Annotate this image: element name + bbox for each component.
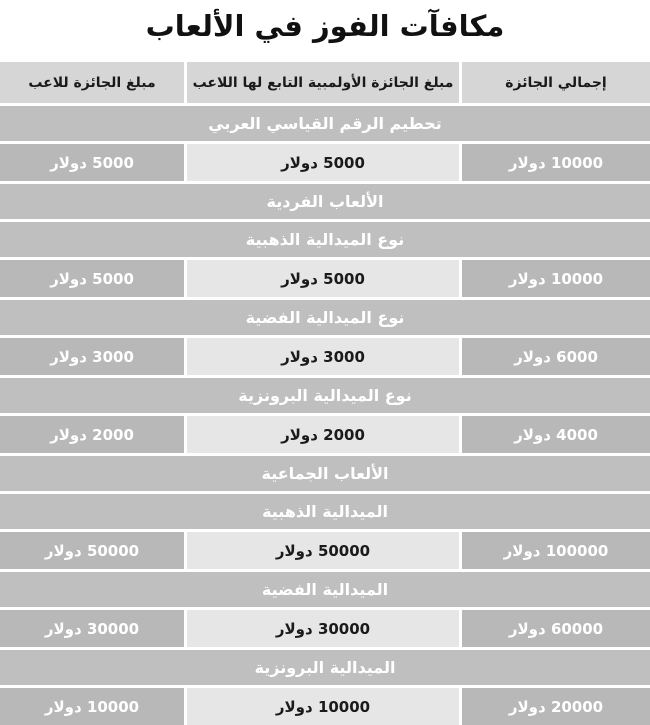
section-row (0, 650, 650, 685)
table-row (0, 532, 650, 569)
table-row (0, 416, 650, 453)
total-prize-cell: 10000 دولار (462, 144, 650, 181)
section-row (0, 456, 650, 491)
section-row (0, 300, 650, 335)
total-prize-cell: 100000 دولار (462, 532, 650, 569)
section-label: نوع الميدالية البرونزية (0, 378, 650, 413)
player-prize-cell: 5000 دولار (0, 260, 184, 297)
section-label: الميدالية البرونزية (0, 650, 650, 685)
olympic-prize-cell: 3000 دولار (187, 338, 459, 375)
table-row (0, 260, 650, 297)
olympic-prize-cell: 50000 دولار (187, 532, 459, 569)
section-label: الألعاب الفردية (0, 184, 650, 219)
table-header-row (0, 62, 650, 103)
total-prize-cell: 6000 دولار (462, 338, 650, 375)
section-label: نوع الميدالية الذهبية (0, 222, 650, 257)
prize-table (0, 62, 650, 724)
section-row (0, 222, 650, 257)
player-prize-cell: 50000 دولار (0, 532, 184, 569)
section-row (0, 572, 650, 607)
section-label: تحطيم الرقم القياسي العربي (0, 106, 650, 141)
section-label: الألعاب الجماعية (0, 456, 650, 491)
olympic-prize-cell: 10000 دولار (187, 688, 459, 725)
player-prize-cell: 3000 دولار (0, 338, 184, 375)
document-title: مكافآت الفوز في الألعاب (145, 9, 505, 43)
table-row (0, 610, 650, 647)
section-label: الميدالية الفضية (0, 572, 650, 607)
section-row (0, 494, 650, 529)
player-prize-cell: 30000 دولار (0, 610, 184, 647)
olympic-prize-cell: 30000 دولار (187, 610, 459, 647)
table-row (0, 338, 650, 375)
header-player-prize: مبلغ الجائزة للاعب (0, 62, 184, 103)
player-prize-cell: 2000 دولار (0, 416, 184, 453)
total-prize-cell: 20000 دولار (462, 688, 650, 725)
total-prize-cell: 10000 دولار (462, 260, 650, 297)
player-prize-cell: 5000 دولار (0, 144, 184, 181)
total-prize-cell: 4000 دولار (462, 416, 650, 453)
section-row (0, 184, 650, 219)
section-row (0, 106, 650, 141)
olympic-prize-cell: 5000 دولار (187, 260, 459, 297)
total-prize-cell: 60000 دولار (462, 610, 650, 647)
header-total-prize: إجمالي الجائزة (462, 62, 650, 103)
header-olympic-prize: مبلغ الجائزة الأولمبية التابع لها اللاعب (187, 62, 459, 103)
olympic-prize-cell: 5000 دولار (187, 144, 459, 181)
table-row (0, 688, 650, 725)
player-prize-cell: 10000 دولار (0, 688, 184, 725)
section-row (0, 378, 650, 413)
section-label: الميدالية الذهبية (0, 494, 650, 529)
section-label: نوع الميدالية الفضية (0, 300, 650, 335)
olympic-prize-cell: 2000 دولار (187, 416, 459, 453)
table-row (0, 144, 650, 181)
